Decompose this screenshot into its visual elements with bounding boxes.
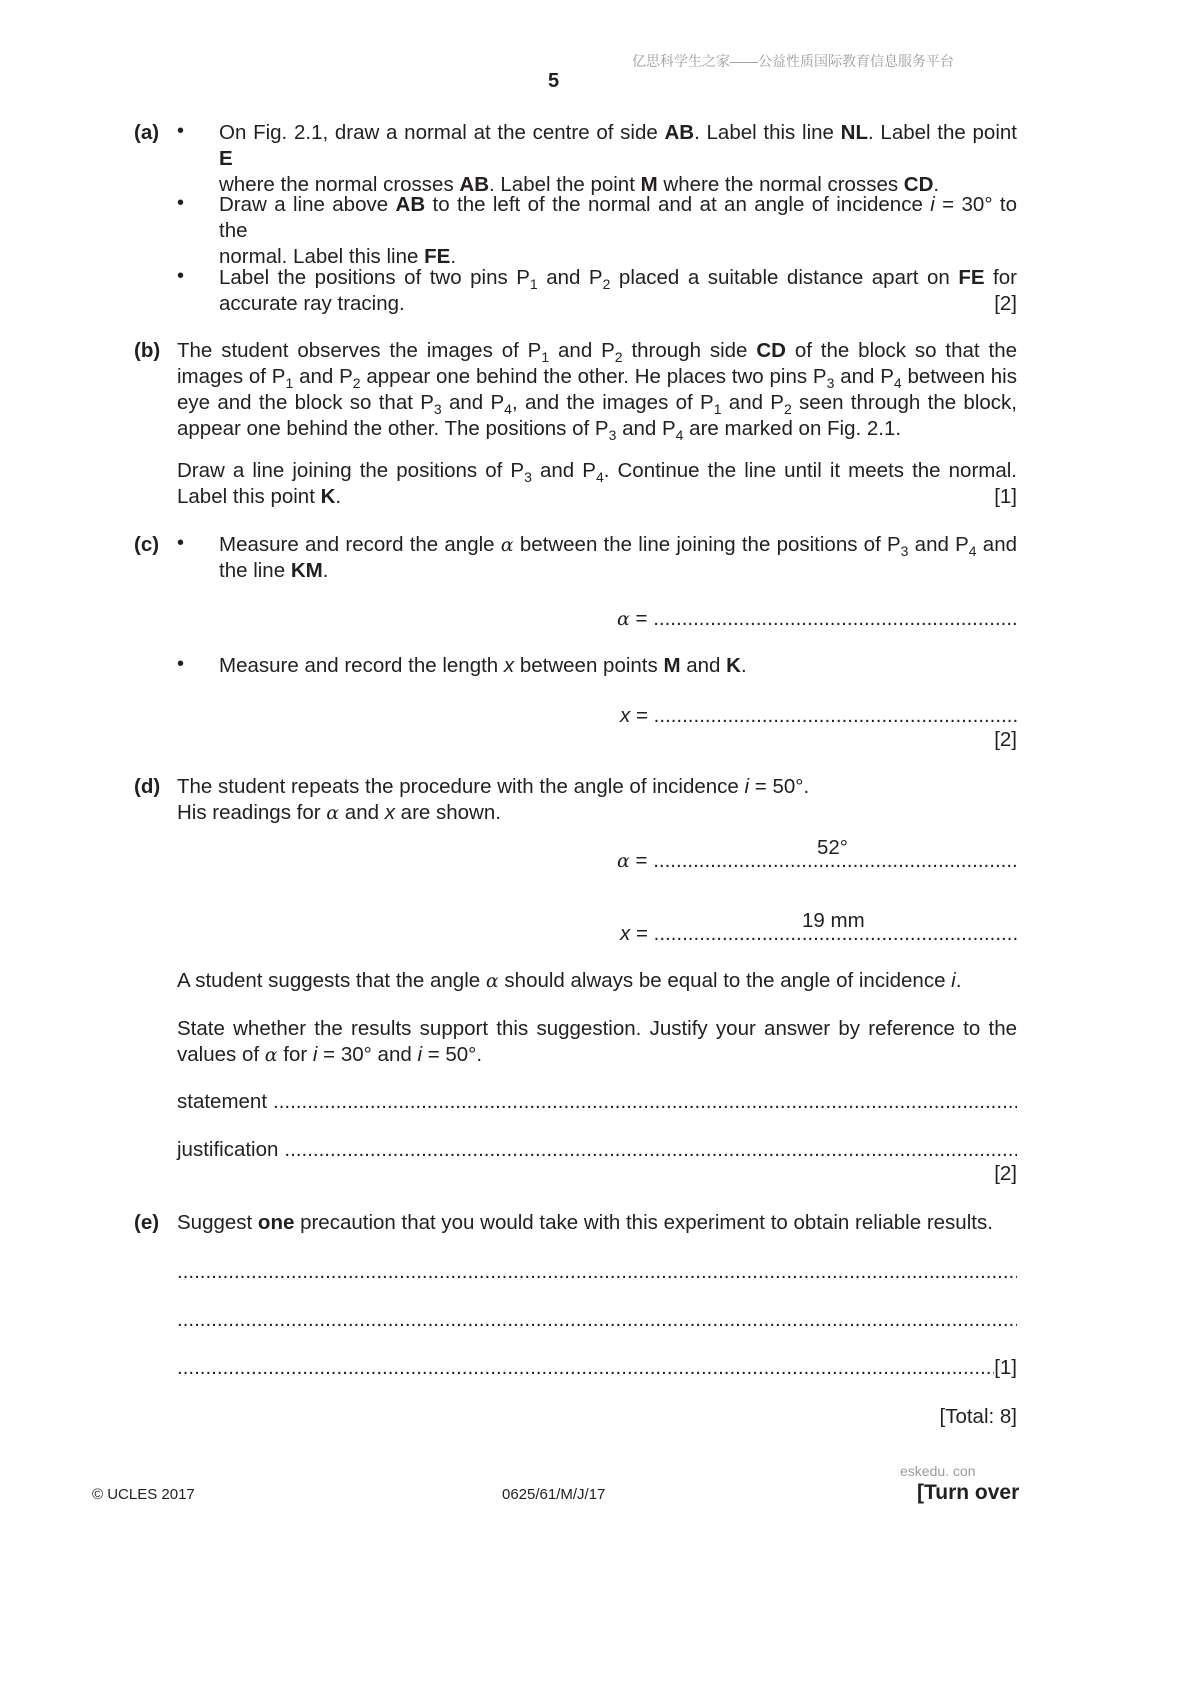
d-x-row: x = ..... bbox=[620, 921, 1017, 947]
c-x-answer-row: x = ..... bbox=[620, 703, 1017, 729]
b-line-4: appear one behind the other. The positions of $P_3$ and $P_4$ are marked on Fig. 2.1. bbox=[177, 417, 902, 443]
d-suggestion: A student suggests that the angle α should always be equal to the angle of incidence i. bbox=[177, 969, 962, 992]
c-alpha-input[interactable] bbox=[653, 606, 1017, 632]
e-answer-line-3-input[interactable] bbox=[177, 1355, 994, 1381]
part-c-label: (c) bbox=[134, 533, 160, 556]
d-alpha-symbol: α bbox=[617, 850, 630, 872]
b2-line-2: Label this point K. [1] bbox=[177, 485, 1017, 508]
statement-input[interactable] bbox=[273, 1089, 1017, 1115]
b2-line-1: Draw a line joining the positions of $P_3$ and $P_4$. Continue the line until it meets the normal. bbox=[177, 459, 1018, 485]
e-answer-line-3 bbox=[177, 1355, 1017, 1381]
a3-line-2: accurate ray tracing. [2] bbox=[219, 292, 1017, 315]
turn-over: [Turn over bbox=[917, 1481, 1020, 1504]
mark-e: [1] bbox=[994, 1356, 1017, 1379]
d-line-1: The student repeats the procedure with the angle of incidence i = 50°. bbox=[177, 775, 810, 798]
c1-line-1: Measure and record the angle α between the line joining the positions of $P_3$ and $P_4$ and bbox=[219, 533, 1017, 559]
part-d-intro bbox=[177, 774, 1017, 826]
statement-label: statement bbox=[177, 1090, 268, 1113]
page-number: 5 bbox=[548, 70, 560, 92]
part-c-bullet-2: Measure and record the length x between points M and K. bbox=[219, 654, 747, 677]
c1-line-2: the line KM. bbox=[219, 559, 329, 582]
b-line-2: images of $P_1$ and $P_2$ appear one behind the other. He places two pins $P_3$ and $P_4$ between his bbox=[177, 365, 1017, 391]
d-x-value: 19 mm bbox=[802, 909, 865, 932]
part-a-label: (a) bbox=[134, 121, 160, 144]
part-a-bullet-3 bbox=[219, 265, 1017, 317]
bullet-a1: • bbox=[177, 120, 185, 142]
copyright: © UCLES 2017 bbox=[92, 1486, 195, 1503]
a2-line-1: Draw a line above AB to the left of the normal and at an angle of incidence i = 30° to the bbox=[219, 193, 1018, 242]
c-alpha-answer-row: α = ..... bbox=[617, 606, 1017, 632]
bullet-c1: • bbox=[177, 532, 185, 554]
part-b-label: (b) bbox=[134, 339, 161, 362]
part-b-paragraph-2 bbox=[177, 458, 1017, 510]
part-c-bullet-1 bbox=[219, 532, 1017, 584]
bullet-c2: • bbox=[177, 653, 185, 675]
footer-watermark: eskedu. con bbox=[900, 1463, 976, 1479]
mark-d: [2] bbox=[994, 1162, 1017, 1185]
bullet-a2: • bbox=[177, 192, 185, 214]
d-instr-line-1: State whether the results support this suggestion. Justify your answer by reference to the bbox=[177, 1017, 1017, 1040]
a1-line-1: On Fig. 2.1, draw a normal at the centre of side AB. Label this line NL. Label the point E bbox=[219, 121, 1017, 170]
part-b-paragraph-1 bbox=[177, 338, 1017, 442]
part-e-label: (e) bbox=[134, 1211, 160, 1234]
part-a-bullet-2 bbox=[219, 192, 1017, 270]
a2-line-2: normal. Label this line FE. bbox=[219, 245, 457, 268]
b-line-3: eye and the block so that $P_3$ and $P_4$, and the images of $P_1$ and $P_2$ seen through the block, bbox=[177, 391, 1017, 417]
mark-a: [2] bbox=[994, 292, 1017, 315]
justification-label: justification bbox=[177, 1138, 279, 1161]
d-x-dotline bbox=[654, 921, 1017, 947]
justification-input[interactable] bbox=[284, 1137, 1017, 1163]
a3-line-1: Label the positions of two pins $P_1$ and $P_2$ placed a suitable distance apart on FE for bbox=[219, 266, 1017, 292]
paper-code: 0625/61/M/J/17 bbox=[502, 1486, 606, 1503]
e-answer-line-2[interactable] bbox=[177, 1307, 1017, 1333]
d-line-2: His readings for α and x are shown. bbox=[177, 801, 501, 824]
d-x-symbol: x bbox=[620, 922, 631, 945]
header-watermark: 亿思科学生之家——公益性质国际教育信息服务平台 bbox=[632, 53, 954, 69]
d-alpha-row: α = ..... bbox=[617, 848, 1017, 874]
d-statement-row bbox=[177, 1089, 1017, 1115]
b-line-1: The student observes the images of $P_1$ and $P_2$ through side CD of the block so that the bbox=[177, 339, 1017, 365]
a1-line-2: where the normal crosses AB. Label the point M where the normal crosses CD. bbox=[219, 173, 940, 196]
bullet-a3: • bbox=[177, 265, 185, 287]
part-d-label: (d) bbox=[134, 775, 161, 798]
part-a-bullet-1 bbox=[219, 120, 1017, 198]
c-x-symbol: x bbox=[620, 704, 631, 727]
total-marks: [Total: 8] bbox=[939, 1405, 1017, 1428]
d-alpha-value: 52° bbox=[817, 836, 849, 859]
part-e-question: Suggest one precaution that you would take with this experiment to obtain reliable results. bbox=[177, 1211, 993, 1234]
mark-b: [1] bbox=[994, 485, 1017, 508]
d-alpha-dotline bbox=[653, 848, 1017, 874]
d-justification-row bbox=[177, 1137, 1017, 1163]
e-answer-line-1[interactable] bbox=[177, 1259, 1017, 1285]
mark-c: [2] bbox=[994, 728, 1017, 751]
d-instr-line-2: values of α for i = 30° and i = 50°. bbox=[177, 1043, 483, 1066]
c-x-input[interactable] bbox=[654, 703, 1017, 729]
c-alpha-symbol: α bbox=[617, 608, 630, 630]
d-instruction bbox=[177, 1016, 1017, 1068]
